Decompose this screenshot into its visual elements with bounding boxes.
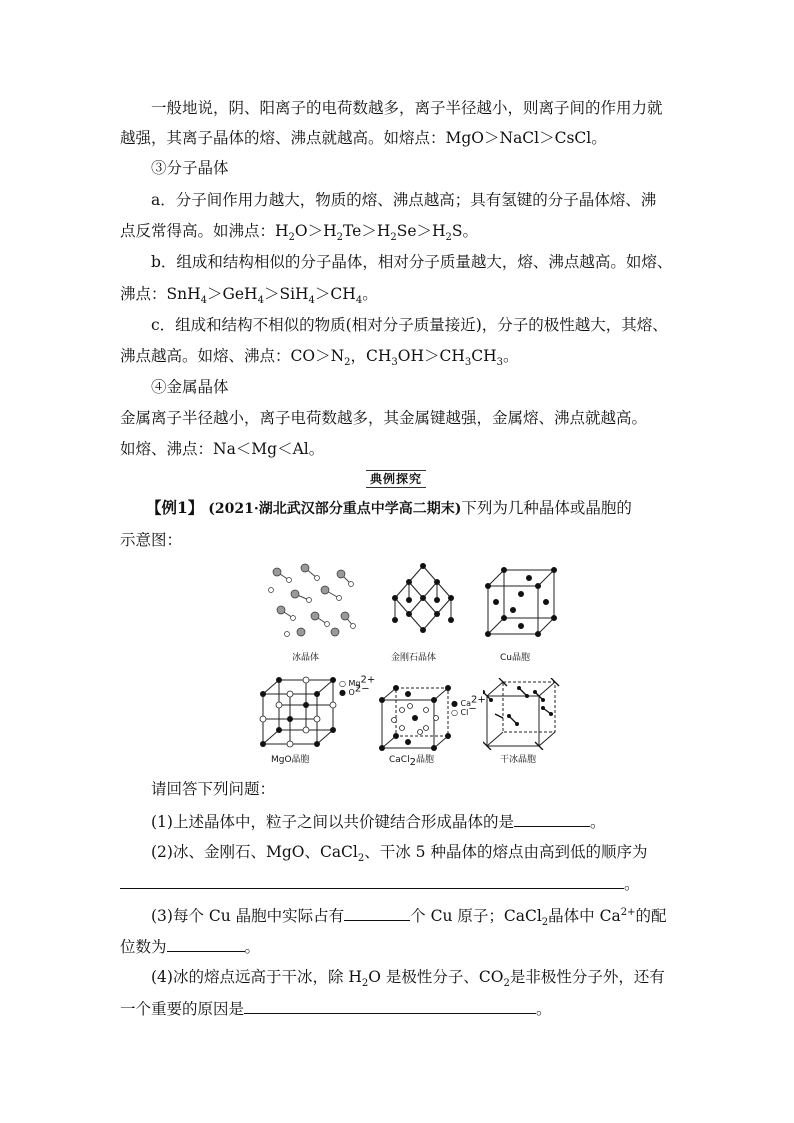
ice-crystal-caption: 冰晶体 — [292, 653, 320, 663]
paragraph-line: c．组成和结构不相似的物质(相对分子质量接近)，分子的极性越大，其熔、 — [151, 316, 668, 334]
dry-ice-unit-cell-caption: 干冰晶胞 — [500, 755, 537, 765]
question-3: (3)每个 Cu 晶胞中实际占有 个 Cu 原子；CaCl$_2$晶体中 $Ca^{2+}$的配 — [151, 904, 711, 927]
question-2-answer-line: 。 — [120, 872, 680, 895]
answer-blank-2[interactable] — [120, 872, 624, 889]
paragraph-line: 越强，其离子晶体的熔、沸点就越高。如熔点：MgO＞NaCl＞CsCl。 — [120, 129, 607, 147]
paragraph-line: 沸点：$SnH_4>GeH_4>SiH_4>CH_4$。 — [120, 285, 378, 307]
paragraph-line: a．分子间作用力越大，物质的熔、沸点越高；具有氢键的分子晶体熔、沸 — [151, 191, 657, 209]
mgo-legend: ○ $Mg^{2+}$ ● $O^{2-}$ — [339, 674, 376, 697]
example-text: 下列为几种晶体或晶胞的 — [461, 499, 632, 517]
prompt-line: 请回答下列问题： — [151, 780, 276, 798]
question-2: (2)冰、金刚石、MgO、CaCl$_2$、干冰 5 种晶体的熔点由高到低的顺序为 — [151, 843, 648, 865]
paragraph-line: 一般地说，阴、阳离子的电荷数越多，离子半径越小，则离子间的作用力就 — [151, 99, 663, 117]
paragraph-line: 如熔、沸点：Na＜Mg＜Al。 — [120, 440, 325, 458]
example-line: 示意图： — [120, 531, 183, 549]
mgo-unit-cell-figure — [259, 676, 339, 748]
cu-unit-cell-figure — [484, 566, 560, 638]
answer-blank-4[interactable] — [244, 997, 536, 1014]
question-3-continued: 位数为 。 — [120, 935, 680, 958]
circle-outline-icon: ○ — [451, 708, 458, 717]
paragraph-line: 点反常得高。如沸点：$H_2O>H_2Te>H_2Se>H_2S$。 — [120, 222, 479, 244]
cacl2-unit-cell-figure — [378, 684, 452, 752]
question-4-continued: 一个重要的原因是 。 — [120, 997, 680, 1020]
answer-blank-3b[interactable] — [167, 935, 245, 952]
dry-ice-unit-cell-figure — [483, 678, 561, 750]
mgo-unit-cell-caption: MgO晶胞 — [271, 755, 310, 765]
paragraph-line: 沸点越高。如熔、沸点：$CO>N_2$，$CH_3OH>CH_3CH_3$。 — [120, 347, 519, 369]
paragraph-line: b．组成和结构相似的分子晶体，相对分子质量越大，熔、沸点越高。如熔、 — [151, 253, 673, 271]
subheading-molecular-crystal: ③分子晶体 — [151, 159, 229, 177]
paragraph-line: 金属离子半径越小，离子电荷数越多，其金属键越强，金属熔、沸点就越高。 — [120, 409, 648, 427]
diamond-crystal-figure — [383, 560, 463, 642]
question-1: (1)上述晶体中，粒子之间以共价键结合形成晶体的是 。 — [151, 810, 711, 833]
question-4: (4)冰的熔点远高于干冰，除 $H_2O$ 是极性分子、$CO_2$是非极性分子外，还有 — [151, 968, 665, 990]
example-label: 【例1】 — [146, 498, 204, 517]
section-title: 典例探究 — [366, 470, 426, 488]
answer-blank-3a[interactable] — [344, 904, 410, 921]
circle-filled-icon: ● — [451, 699, 458, 708]
circle-filled-icon: ● — [339, 688, 346, 697]
example-source: (2021·湖北武汉部分重点中学高二期末) — [208, 501, 462, 517]
example-line — [146, 497, 706, 520]
ice-crystal-figure — [265, 560, 361, 640]
diamond-crystal-caption: 金刚石晶体 — [391, 653, 437, 663]
subheading-metallic-crystal: ④金属晶体 — [151, 378, 229, 396]
answer-blank-1[interactable] — [514, 810, 590, 827]
cacl2-legend: ● $Ca^{2+}$ ○ Cl− — [451, 694, 486, 717]
cu-unit-cell-caption: Cu晶胞 — [500, 653, 530, 663]
circle-outline-icon: ○ — [339, 679, 346, 688]
cacl2-unit-cell-caption: CaCl$_2$晶胞 — [389, 755, 434, 768]
